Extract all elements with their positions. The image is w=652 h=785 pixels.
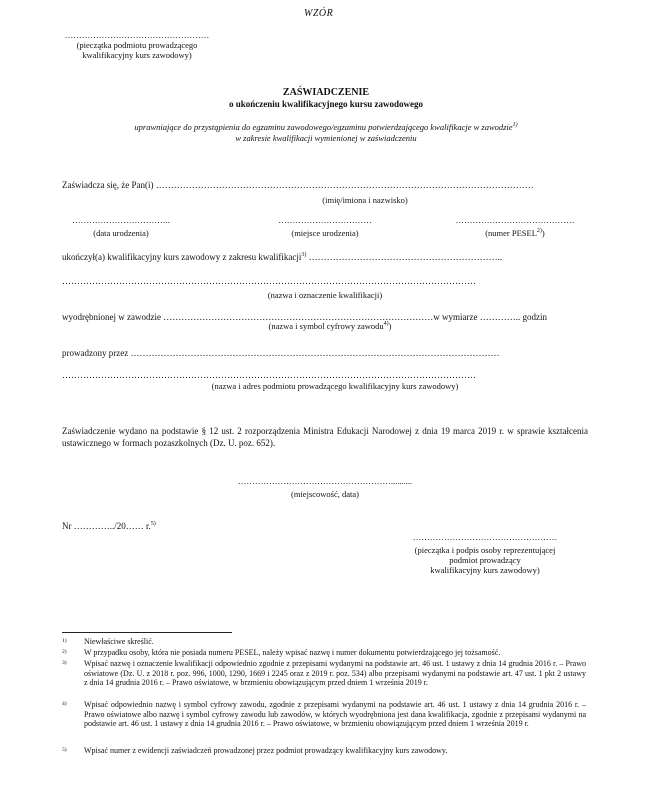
place-date-dots[interactable]: ……………………………………………….......... (237, 476, 413, 486)
footnote-text: Wpisać nazwę i oznaczenie kwalifikacji odpowiednio zgodnie z przepisami wydanymi na podstawie art. 46 ust. 1 ustawy z dnia 14 grudnia 2016 r. – Prawo oświatowe (Dz. U. z 2018 r. poz. 996, 1000, 1290, 1669 i 2245 oraz z 2019 r. poz. 534) albo przepisami wydanymi na podstawie art. 47 ust. 1 pkt 2 ustawy z dnia 14 grudnia 2016 r. – Prawo oświatowe, w brzmieniu obowiązującym przed dniem 1 września 2019 r. (84, 659, 586, 688)
intro-line1 (0, 122, 652, 132)
signature-area (385, 532, 585, 575)
provider-dots[interactable]: ………………………………………………………………………………………………………………………… (62, 370, 476, 380)
birthdate-dots[interactable]: …………………………….. (72, 215, 170, 225)
certifies-label: Zaświadcza się, że Pan(i) (62, 180, 154, 190)
name-field-dots[interactable]: ……………………………………………………………………………………………………………… (155, 180, 534, 190)
course-dots[interactable]: ……………………………………………………….. (308, 252, 503, 262)
signature-dots[interactable]: …………………………………………… (412, 532, 558, 542)
course-label: ukończył(a) kwalifikacyjny kurs zawodowy z zakresu kwalifikacji (62, 252, 302, 262)
name-field-row (62, 180, 534, 190)
profession-caption-row (240, 321, 420, 331)
footnote-number: 2) (62, 649, 67, 655)
document-title: ZAŚWIADCZENIE (282, 87, 370, 98)
birthplace-field (266, 215, 384, 238)
footnote-number: 3) (62, 660, 67, 666)
footnote-separator (62, 632, 232, 633)
stamp-area (52, 30, 222, 60)
footnote-1 (62, 637, 586, 647)
pesel-caption: (numer PESEL (485, 228, 537, 238)
place-date-field (200, 476, 450, 499)
name-caption: (imię/imiona i nazwisko) (322, 195, 408, 205)
certificate-number-row (62, 521, 156, 531)
footnote-text: Wpisać odpowiednio nazwę i symbol cyfrowy zawodu, zgodnie z przepisami wydanymi na podstawie art. 46 ust. 1 ustawy z dnia 14 grudnia 2016 r. – Prawo oświatowe albo nazwę i symbol cyfrowy zawodu lub zawodów, w których wyodrębniona jest dana kwalifikacja, zgodnie z przepisami wydanymi na podstawie art. 46 ust. 1 ustawy z dnia 14 grudnia 2016 r. – Prawo oświatowe, w brzmieniu obowiązującym przed dniem 1 września 2019 r. (84, 700, 586, 729)
pesel-caption-row (440, 228, 590, 238)
profession-dots[interactable]: ……………………………………………………………………………… (163, 312, 434, 322)
footnote-text: Niewłaściwe skreślić. (84, 637, 154, 646)
footnote-ref-3: 3) (301, 252, 307, 258)
template-marker: WZÓR (304, 8, 334, 19)
conducted-row (62, 348, 499, 358)
footnote-number: 1) (62, 638, 67, 644)
provider-caption: (nazwa i adres podmiotu prowadzącego kwalifikacyjny kurs zawodowy) (211, 381, 459, 391)
footnote-ref-2: 2) (536, 228, 542, 235)
footnote-text: Wpisać numer z ewidencji zaświadczeń prowadzonej przez podmiot prowadzący kwalifikacyjny kurs zawodowy. (84, 746, 448, 755)
footnote-number: 5) (62, 747, 67, 753)
course-row (62, 252, 502, 262)
profession-caption: (nazwa i symbol cyfrowy zawodu (268, 321, 384, 331)
stamp-caption-line2: kwalifikacyjny kurs zawodowy) (82, 50, 192, 60)
birthplace-caption: (miejsce urodzenia) (291, 228, 359, 238)
pesel-caption-close: ) (541, 228, 545, 238)
footnote-ref-1: 1) (512, 122, 518, 129)
certificate-number[interactable]: Nr …………../20…… r. (62, 521, 151, 531)
conducted-dots[interactable]: …………………………………………………………………………………………………………… (130, 348, 500, 358)
place-date-caption: (miejscowość, data) (291, 489, 359, 499)
footnote-4 (62, 700, 586, 729)
birthdate-caption: (data urodzenia) (93, 228, 149, 238)
birthdate-field (62, 215, 180, 238)
footnote-ref-5: 5) (150, 521, 156, 527)
conducted-label: prowadzony przez (62, 348, 129, 358)
hours-label: godzin (522, 312, 547, 322)
footnote-ref-4: 4) (383, 321, 389, 328)
intro-line1-text: uprawniające do przystąpienia do egzaminu zawodowego/egzaminu potwierdzającego kwalifikacje w zawodzie (134, 122, 513, 132)
pesel-dots[interactable]: …………………………………… (455, 215, 575, 225)
stamp-dots: …………………………………………… (64, 30, 210, 40)
footnote-5 (62, 746, 586, 756)
footnote-text: W przypadku osoby, która nie posiada numeru PESEL, należy wpisać nazwę i numer dokumentu potwierdzającego jej tożsamość. (84, 648, 501, 657)
intro-line2: w zakresie kwalifikacji wymienionej w zaświadczeniu (235, 133, 417, 143)
legal-basis: Zaświadczenie wydano na podstawie § 12 ust. 2 rozporządzenia Ministra Edukacji Narodowej z dnia 19 marca 2019 r. w sprawie kształcenia ustawicznego w formach pozaszkolnych (Dz. U. poz. 652). (62, 426, 588, 448)
pesel-field (440, 215, 590, 238)
footnote-3 (62, 659, 586, 688)
qualification-dots[interactable]: ………………………………………………………………………………………………………………………… (62, 276, 476, 286)
document-subtitle: o ukończeniu kwalifikacyjnego kursu zawodowego (228, 99, 424, 109)
footnote-2 (62, 648, 586, 658)
footnote-number: 4) (62, 701, 67, 707)
scope-label: w wymiarze (433, 312, 478, 322)
signature-caption-line3: kwalifikacyjny kurs zawodowy) (430, 565, 540, 575)
hours-dots[interactable]: ………….. (479, 312, 521, 322)
signature-caption-line1: (pieczątka i podpis osoby reprezentującej (414, 545, 556, 555)
profession-caption-close: ) (388, 321, 392, 331)
qualification-caption: (nazwa i oznaczenie kwalifikacji) (267, 290, 383, 300)
profession-label: wyodrębnionej w zawodzie (62, 312, 161, 322)
signature-caption-line2: podmiot prowadzący (449, 555, 521, 565)
stamp-caption-line1: (pieczątka podmiotu prowadzącego (76, 40, 198, 50)
birthplace-dots[interactable]: …………………………… (278, 215, 372, 225)
